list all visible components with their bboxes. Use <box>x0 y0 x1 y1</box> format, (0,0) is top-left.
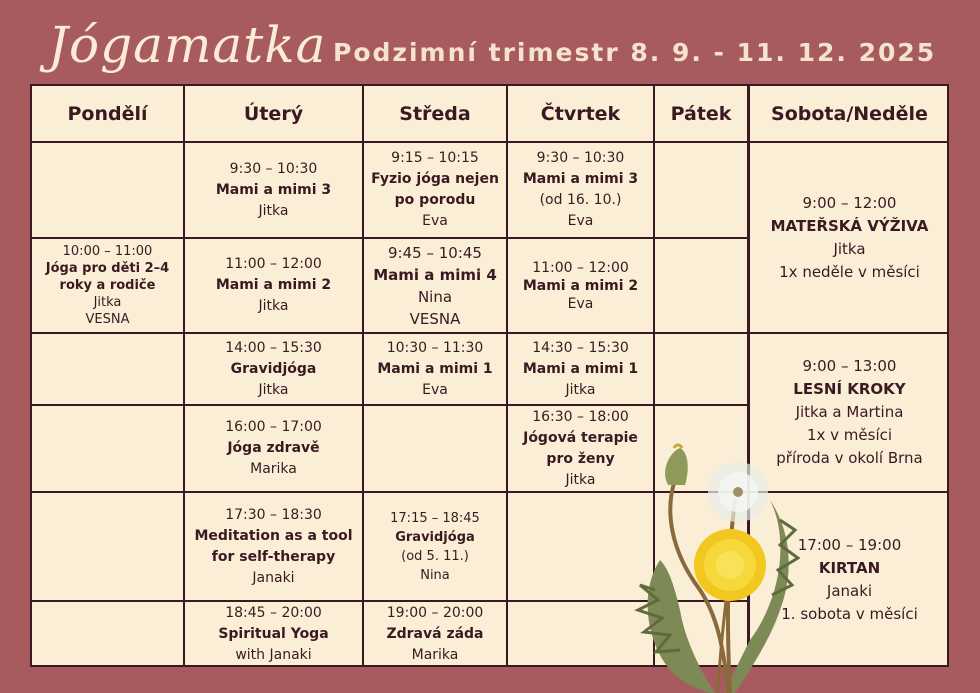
class-place: VESNA <box>409 309 461 328</box>
trimester-title: Podzimní trimestr 8. 9. - 11. 12. 2025 <box>333 38 937 67</box>
class-title: Fyzio jóga nejen <box>371 171 499 187</box>
class-teacher: Marika <box>250 461 297 477</box>
class-cell <box>750 143 949 332</box>
class-time: 10:00 – 11:00 <box>62 244 153 259</box>
class-teacher: Janaki <box>826 582 873 600</box>
class-teacher: Marika <box>411 647 459 663</box>
class-note: 1x neděle v měsíci <box>779 262 920 281</box>
class-title: Gravidjóga <box>395 529 475 545</box>
class-time: 9:45 – 10:45 <box>388 243 482 262</box>
class-title: po porodu <box>394 192 476 208</box>
class-note: 1x v měsíci <box>806 426 893 444</box>
class-time: 17:30 – 18:30 <box>225 506 322 523</box>
class-teacher: Nina <box>417 287 453 306</box>
class-title: Zdravá záda <box>386 626 484 642</box>
class-note: příroda v okolí Brna <box>776 449 923 467</box>
class-teacher: Jitka <box>565 381 596 398</box>
class-cell <box>185 406 362 491</box>
class-title: Mami a mimi 1 <box>522 360 639 377</box>
class-cell <box>508 239 653 332</box>
class-time: 17:15 – 18:45 <box>390 510 480 526</box>
class-teacher: Eva <box>567 295 594 312</box>
schedule-table <box>30 84 949 667</box>
class-cell <box>364 602 506 667</box>
class-teacher: Nina <box>420 567 450 583</box>
class-note: 1. sobota v měsíci <box>781 605 918 623</box>
class-cell <box>185 239 362 332</box>
class-teacher: Jitka <box>565 471 596 488</box>
class-title: Meditation as a tool <box>194 527 353 544</box>
class-title: Mami a mimi 2 <box>215 277 332 293</box>
class-title: Mami a mimi 3 <box>215 181 332 198</box>
class-teacher: Jitka <box>833 239 866 258</box>
header-wednesday: Středa <box>399 103 471 125</box>
class-title: Jóga pro děti 2–4 <box>45 261 170 276</box>
class-note: (od 5. 11.) <box>401 548 469 564</box>
class-teacher: with Janaki <box>235 647 312 663</box>
class-time: 14:30 – 15:30 <box>532 339 629 356</box>
class-title: pro ženy <box>546 450 615 467</box>
class-cell <box>32 239 183 332</box>
class-teacher: Jitka <box>258 298 289 314</box>
class-title: Jóga zdravě <box>227 440 320 456</box>
header-weekend: Sobota/Neděle <box>771 103 928 125</box>
class-title: Mami a mimi 1 <box>377 360 493 377</box>
header-friday: Pátek <box>670 103 732 125</box>
header-thursday: Čtvrtek <box>540 103 621 125</box>
class-teacher: Jitka <box>258 381 289 398</box>
class-time: 9:30 – 10:30 <box>229 160 318 177</box>
class-teacher: Jitka <box>93 295 122 310</box>
class-teacher: Eva <box>422 381 448 398</box>
class-teacher: Jitka <box>258 202 289 219</box>
class-cell <box>364 493 506 600</box>
class-time: 9:30 – 10:30 <box>536 150 625 166</box>
class-title: Mami a mimi 2 <box>522 277 639 294</box>
class-title: MATEŘSKÁ VÝŽIVA <box>770 216 929 235</box>
class-teacher: Eva <box>422 213 448 229</box>
class-time: 19:00 – 20:00 <box>386 605 484 621</box>
class-place: VESNA <box>85 312 130 327</box>
class-cell <box>185 602 362 667</box>
class-time: 9:15 – 10:15 <box>391 150 479 166</box>
class-title: KIRTAN <box>818 559 881 577</box>
class-time: 17:00 – 19:00 <box>797 536 902 554</box>
class-title: roky a rodiče <box>59 278 156 293</box>
class-cell <box>508 143 653 237</box>
class-cell <box>364 334 506 404</box>
class-title: LESNÍ KROKY <box>793 380 906 398</box>
class-title: Spiritual Yoga <box>218 626 329 642</box>
class-cell <box>185 334 362 404</box>
class-title: Mami a mimi 4 <box>373 265 497 284</box>
class-time: 9:00 – 13:00 <box>802 357 897 375</box>
class-title: Gravidjóga <box>230 360 317 377</box>
class-time: 16:30 – 18:00 <box>532 408 629 425</box>
class-time: 11:00 – 12:00 <box>532 259 629 276</box>
class-cell <box>185 493 362 600</box>
class-time: 10:30 – 11:30 <box>386 339 484 356</box>
class-time: 9:00 – 12:00 <box>802 193 897 212</box>
class-time: 16:00 – 17:00 <box>225 419 322 435</box>
class-title: Jógová terapie <box>523 429 638 446</box>
header-tuesday: Úterý <box>243 103 304 125</box>
logo: Jógamatka <box>48 16 327 74</box>
dandelion-illustration <box>630 440 800 693</box>
class-cell <box>508 334 653 404</box>
class-teacher: Eva <box>567 213 594 229</box>
class-teacher: Jitka a Martina <box>795 403 904 421</box>
class-cell <box>185 143 362 237</box>
class-time: 14:00 – 15:30 <box>225 339 322 356</box>
class-teacher: Janaki <box>252 569 295 586</box>
class-title: Mami a mimi 3 <box>522 171 639 187</box>
class-cell <box>364 143 506 237</box>
header-monday: Pondělí <box>67 103 148 125</box>
class-note: (od 16. 10.) <box>539 192 622 208</box>
class-time: 18:45 – 20:00 <box>225 605 322 621</box>
class-time: 11:00 – 12:00 <box>225 256 322 272</box>
class-title: for self-therapy <box>211 548 336 565</box>
class-cell <box>364 239 506 332</box>
